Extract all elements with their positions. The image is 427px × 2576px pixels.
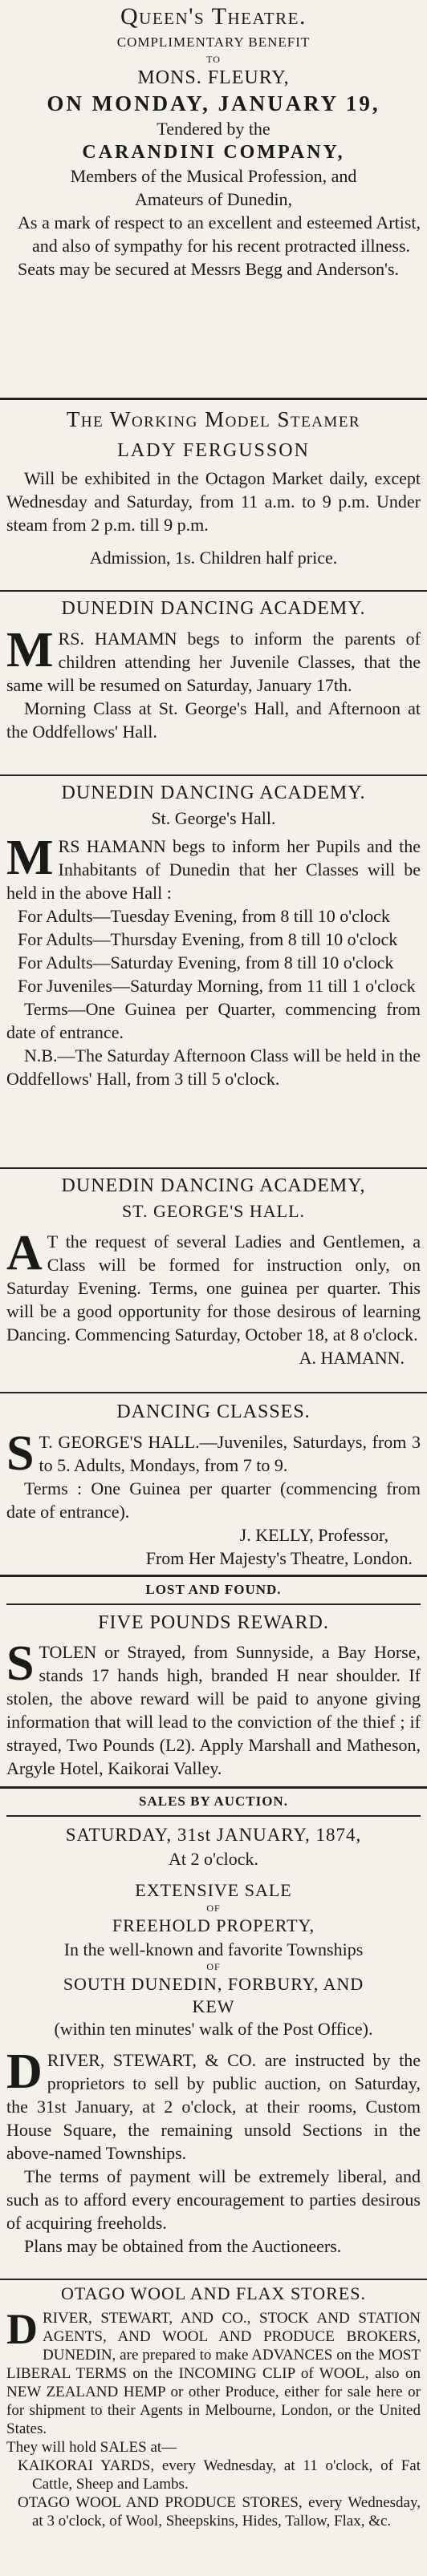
ad-body: Seats may be secured at Messrs Begg and Anderson's. [18,259,400,279]
divider [0,1167,427,1169]
ad-body: Terms—One Guinea per Quarter, commencing from date of entrance. [6,999,421,1042]
ad-line: KEW [192,1996,235,2016]
ad-title: FIVE POUNDS REWARD. [98,1612,329,1633]
ad-title: DUNEDIN DANCING ACADEMY. [61,598,366,619]
drop-cap: A [6,1226,43,1280]
ad-body: STOLEN or Strayed, from Sunnyside, a Bay Horse, stands 17 hands high, branded H near shoulder. If stolen, the above reward will be paid to anyone giving information that will lead to the conviction of the thief ; if strayed, Two Pounds (L2). Apply Marshall and Matheson, Argyle Hotel, Kaikorai Valley. [6,1636,421,1778]
queens-theatre-ad [6,2,421,281]
ad-body: KAIKORAI YARDS, every Wednesday, at 11 o'clock, of Fat Cattle, Sheep and Lambs. [18,2457,421,2493]
divider [6,1603,421,1605]
ad-body: Will be exhibited in the Octagon Market daily, except Wednesday and Saturday, from 11 a.m. to 9 p.m. Under steam from 2 p.m. till 9 p.m. [6,468,421,535]
ad-body: DRIVER, STEWART, & CO. are instructed by the proprietors to sell by public auction, on Saturday, the 31st January, at 2 o'clock, at their rooms, Custom House Square, the remaining unsold Sections in the above-named Townships. [6,2044,421,2163]
dancing-academy-ad-3 [6,1172,421,1369]
divider [6,1815,421,1817]
ad-body: OTAGO WOOL AND PRODUCE STORES, every Wednesday, at 3 o'clock, of Wool, Sheepskins, Hides, Tallow, Flax, &c. [18,2494,421,2529]
ad-title: DUNEDIN DANCING ACADEMY, [61,1175,366,1196]
ad-body: A T the request of several Ladies and Gentlemen, a Class will be formed for instruction only, on Saturday Evening. Terms, one guinea per quarter. This will be a good opportunity for those desirous of learning Dancing. Commencing Saturday, October 18, at 8 o'clock. [6,1226,421,1345]
auction-time: At 2 o'clock. [168,1849,259,1869]
ad-line: MONS. FLEURY, [137,67,290,88]
drop-cap: S [6,1636,35,1691]
divider [0,774,427,776]
ad-body: MRS HAMANN begs to inform her Pupils and the Inhabitants of Dunedin that her Classes will be held in the above Hall : [6,831,421,903]
divider [0,1786,427,1789]
divider [0,1392,427,1393]
ad-line: TO [206,54,221,65]
drop-cap: M [6,831,54,885]
ad-body: Morning Class at St. George's Hall, and Afternoon at the Oddfellows' Hall. [6,698,421,742]
ad-body: MRS. HAMAMN begs to inform the parents of children attending her Juvenile Classes, that the same will be resumed on Saturday, January 17th. [6,623,421,695]
ad-body: They will hold SALES at— [6,2439,177,2456]
ad-line: COMPLIMENTARY BENEFIT [116,34,311,50]
dancing-classes-ad [6,1398,421,1570]
ad-body: S T. GEORGE'S HALL.—Juveniles, Saturdays, from 3 to 5. Adults, Mondays, from 7 to 9. [6,1426,421,1481]
dancing-academy-ad-1 [6,595,421,743]
signature: From Her Majesty's Theatre, London. [145,1548,413,1568]
ad-title: The Working Model Steamer [66,407,361,431]
ad-line: SOUTH DUNEDIN, FORBURY, AND [63,1974,364,1994]
ad-line: Amateurs of Dunedin, [134,189,293,209]
ad-subtitle: St. George's Hall. [151,808,276,828]
section-heading: LOST AND FOUND. [145,1582,282,1597]
ad-body: Admission, 1s. Children half price. [89,548,338,568]
class-schedule: For Adults—Tuesday Evening, from 8 till 10 o'clock [18,906,390,926]
signature: J. KELLY, Professor, [239,1525,388,1545]
ad-body: Terms : One Guinea per quarter (commencing from date of entrance). [6,1478,421,1522]
ad-title: DUNEDIN DANCING ACADEMY. [61,783,366,803]
section-heading: SALES BY AUCTION. [139,1793,288,1809]
steamer-name: LADY FERGUSSON [117,440,310,461]
ad-line: FREEHOLD PROPERTY, [112,1915,315,1935]
drop-cap: M [6,623,54,677]
ad-line: (within ten minutes' walk of the Post Office). [54,2019,373,2039]
divider [0,398,427,400]
ad-line: ON MONDAY, JANUARY 19, [47,91,380,115]
signature: A. HAMANN. [299,1348,405,1368]
auction-date: SATURDAY, 31st JANUARY, 1874, [65,1825,362,1845]
ad-line: EXTENSIVE SALE [135,1880,292,1900]
class-schedule: For Adults—Saturday Evening, from 8 till 10 o'clock [18,952,394,973]
ad-line: OF [206,1961,221,1972]
class-schedule: For Juveniles—Saturday Morning, from 11 till 1 o'clock [18,976,416,996]
ad-line: Tendered by the [157,119,270,139]
ad-body: Plans may be obtained from the Auctioneers. [24,2236,342,2256]
otago-wool-ad [6,2282,421,2530]
ad-subtitle: ST. GEORGE'S HALL. [121,1201,306,1221]
ad-body: As a mark of respect to an excellent and esteemed Artist, and also of sympathy for his recent protracted illness. [18,212,421,256]
ad-title: OTAGO WOOL AND FLAX STORES. [61,2283,366,2303]
drop-cap: D [6,2305,38,2353]
ad-line: OF [206,1903,221,1914]
drop-cap: D [6,2044,43,2099]
ad-body: N.B.—The Saturday Afternoon Class will be held in the Oddfellows' Hall, from 3 till 5 o'clock. [6,1045,421,1089]
divider [0,1575,427,1577]
auction-ad [6,1791,421,2258]
divider [0,590,427,592]
ad-body: DRIVER, STEWART, AND CO., STOCK AND STATION AGENTS, AND WOOL AND PRODUCE BROKERS, DUNEDIN, are prepared to make ADVANCES on the MOST LIBERAL TERMS on the INCOMING CLIP of WOOL, also on NEW ZEALAND HEMP or other Produce, either for sale here or for shipment to their Agents in Melbourne, London, or the United States. [6,2305,421,2437]
lost-and-found-ad [6,1579,421,1780]
ad-line: Members of the Musical Profession, and [70,166,357,186]
ad-line: CARANDINI COMPANY, [82,142,345,163]
dancing-academy-ad-2 [6,779,421,1090]
ad-line: In the well-known and favorite Townships [63,1939,364,1959]
ad-title: Queen's Theatre. [120,3,307,30]
ad-body: The terms of payment will be extremely liberal, and such as to afford every encouragement to parties desirous of acquiring freeholds. [6,2166,421,2233]
ad-title: DANCING CLASSES. [116,1401,311,1422]
steamer-ad [6,404,421,569]
drop-cap: S [6,1426,35,1481]
divider [0,2279,427,2280]
class-schedule: For Adults—Thursday Evening, from 8 till 10 o'clock [18,929,398,949]
